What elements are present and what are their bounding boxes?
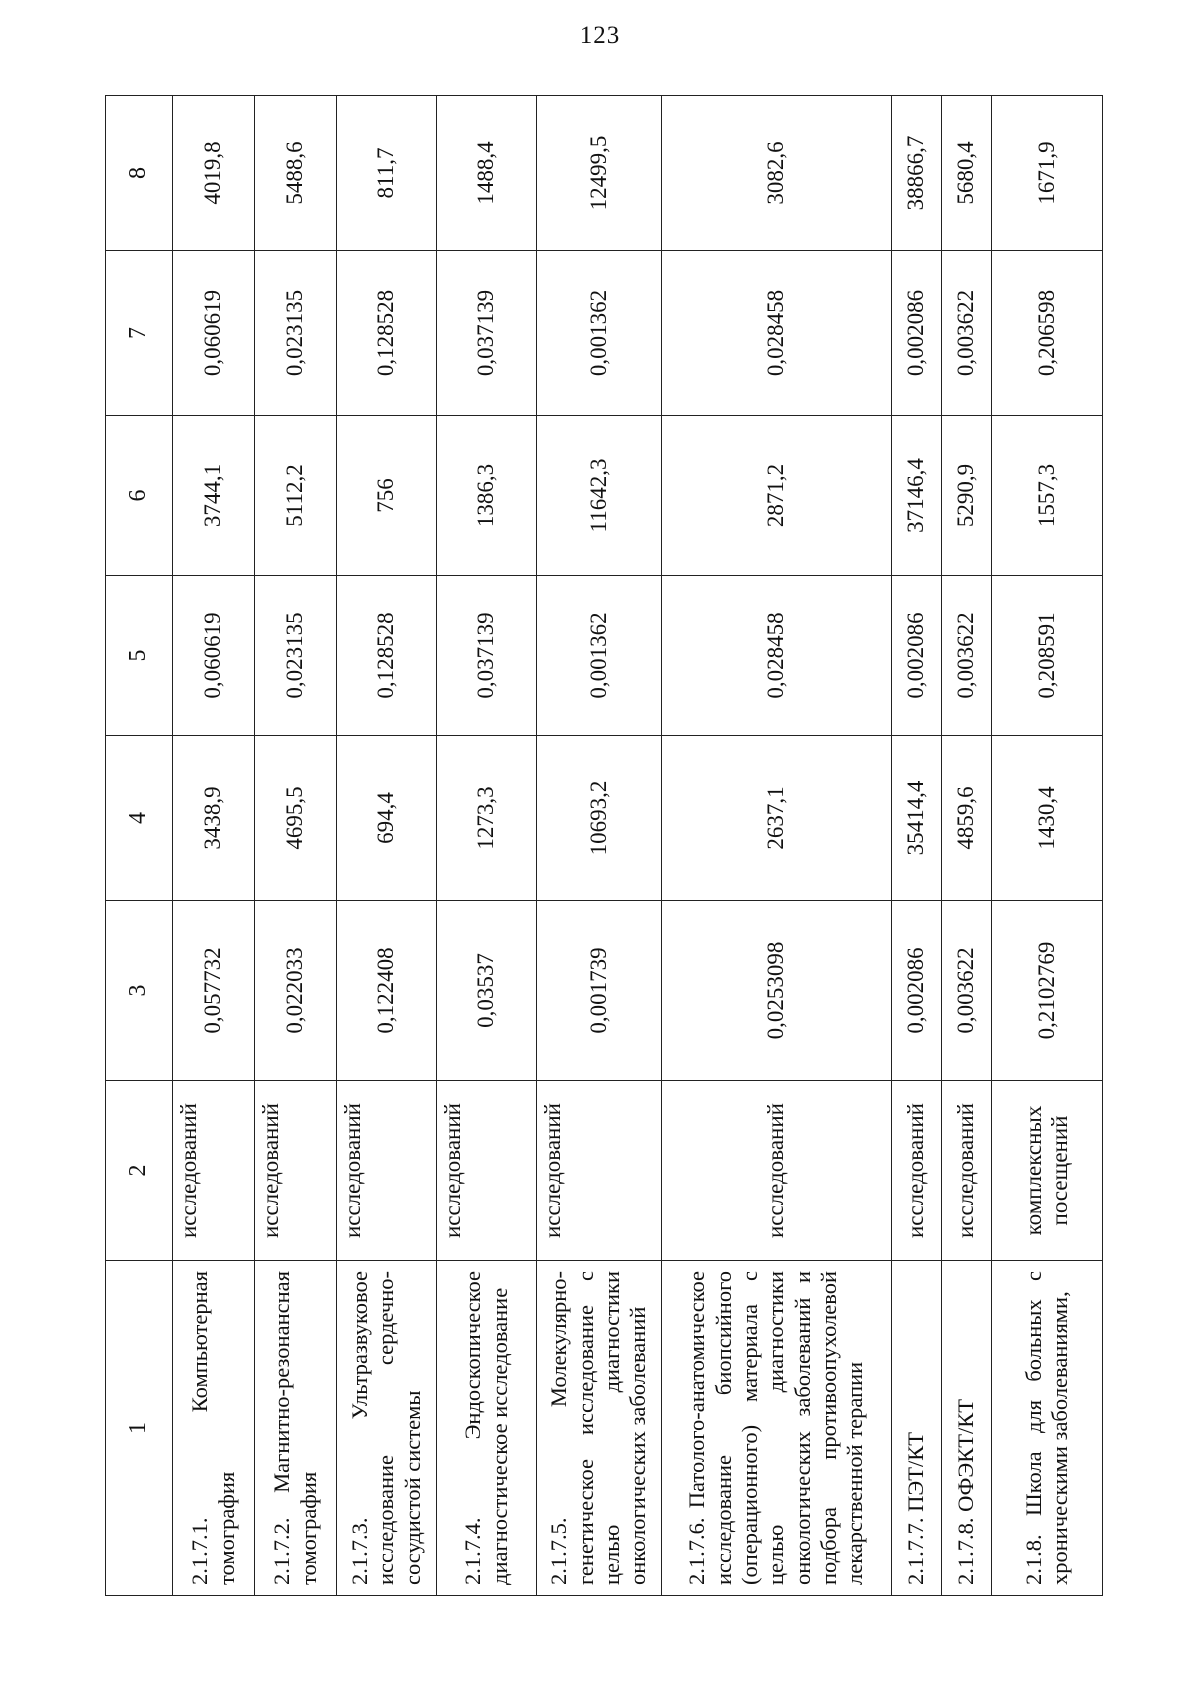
- rotated-table-container: [105, 96, 1095, 1596]
- column-header: 7: [106, 251, 173, 416]
- value-cell: 2637,1: [662, 736, 892, 901]
- row-name: 2.1.7.7. ПЭТ/КТ: [892, 1261, 942, 1596]
- table-row: [942, 96, 992, 1596]
- value-cell: 2871,2: [662, 416, 892, 576]
- value-cell: 0,206598: [992, 251, 1103, 416]
- unit-cell: исследований: [255, 1081, 337, 1261]
- table-header-row: [106, 96, 173, 1596]
- value-cell: 5112,2: [255, 416, 337, 576]
- value-cell: 4695,5: [255, 736, 337, 901]
- value-cell: 0,037139: [437, 251, 537, 416]
- table-row: [892, 96, 942, 1596]
- value-cell: 0,022033: [255, 901, 337, 1081]
- value-cell: 5488,6: [255, 96, 337, 251]
- table-row: [173, 96, 255, 1596]
- value-cell: 0,003622: [942, 901, 992, 1081]
- value-cell: 5290,9: [942, 416, 992, 576]
- value-cell: 1273,3: [437, 736, 537, 901]
- value-cell: 12499,5: [537, 96, 662, 251]
- table-row: [992, 96, 1103, 1596]
- value-cell: 11642,3: [537, 416, 662, 576]
- value-cell: 0,003622: [942, 576, 992, 736]
- value-cell: 3744,1: [173, 416, 255, 576]
- table-row: [537, 96, 662, 1596]
- value-cell: 1488,4: [437, 96, 537, 251]
- table-row: [255, 96, 337, 1596]
- table-row: [662, 96, 892, 1596]
- value-cell: 0,03537: [437, 901, 537, 1081]
- unit-cell: исследований: [942, 1081, 992, 1261]
- value-cell: 0,122408: [337, 901, 437, 1081]
- value-cell: 0,023135: [255, 576, 337, 736]
- unit-cell: исследований: [437, 1081, 537, 1261]
- value-cell: 3438,9: [173, 736, 255, 901]
- value-cell: 5680,4: [942, 96, 992, 251]
- value-cell: 38866,7: [892, 96, 942, 251]
- unit-cell: исследований: [662, 1081, 892, 1261]
- row-name: 2.1.7.2. Магнитно-резонансная томография: [255, 1261, 337, 1596]
- row-name: 2.1.7.3. Ультразвуковое исследование сердечно-сосудистой системы: [337, 1261, 437, 1596]
- value-cell: 0,002086: [892, 576, 942, 736]
- table-row: [437, 96, 537, 1596]
- column-header: 1: [106, 1261, 173, 1596]
- value-cell: 0,060619: [173, 576, 255, 736]
- row-name: 2.1.8. Школа для больных с хроническими заболеваниями,: [992, 1261, 1103, 1596]
- row-name: 2.1.7.1. Компьютерная томография: [173, 1261, 255, 1596]
- value-cell: 4019,8: [173, 96, 255, 251]
- value-cell: 1386,3: [437, 416, 537, 576]
- value-cell: 0,003622: [942, 251, 992, 416]
- value-cell: 3082,6: [662, 96, 892, 251]
- value-cell: 0,037139: [437, 576, 537, 736]
- row-name: 2.1.7.8. ОФЭКТ/КТ: [942, 1261, 992, 1596]
- unit-cell: исследований: [537, 1081, 662, 1261]
- value-cell: 0,2102769: [992, 901, 1103, 1081]
- column-header: 2: [106, 1081, 173, 1261]
- value-cell: 0,002086: [892, 901, 942, 1081]
- value-cell: 0,001362: [537, 576, 662, 736]
- value-cell: 0,128528: [337, 251, 437, 416]
- row-name: 2.1.7.6. Патолого-анатомическое исследование биопсийного (операционного) материала с целью диагностики онкологических заболеваний и подбора противоопухолевой лекарственной терапии: [662, 1261, 892, 1596]
- tariff-table: [105, 95, 1103, 1596]
- row-name: 2.1.7.4. Эндоскопическое диагностическое исследование: [437, 1261, 537, 1596]
- value-cell: 0,023135: [255, 251, 337, 416]
- value-cell: 0,057732: [173, 901, 255, 1081]
- value-cell: 0,028458: [662, 576, 892, 736]
- value-cell: 0,028458: [662, 251, 892, 416]
- value-cell: 1430,4: [992, 736, 1103, 901]
- value-cell: 0,001739: [537, 901, 662, 1081]
- value-cell: 0,128528: [337, 576, 437, 736]
- column-header: 3: [106, 901, 173, 1081]
- value-cell: 0,208591: [992, 576, 1103, 736]
- value-cell: 694,4: [337, 736, 437, 901]
- value-cell: 0,060619: [173, 251, 255, 416]
- unit-cell: исследований: [173, 1081, 255, 1261]
- value-cell: 1671,9: [992, 96, 1103, 251]
- value-cell: 0,002086: [892, 251, 942, 416]
- row-name: 2.1.7.5. Молекулярно-генетическое исследование с целью диагностики онкологических заболеваний: [537, 1261, 662, 1596]
- column-header: 4: [106, 736, 173, 901]
- value-cell: 35414,4: [892, 736, 942, 901]
- page-number: 123: [579, 22, 621, 49]
- value-cell: 1557,3: [992, 416, 1103, 576]
- column-header: 8: [106, 96, 173, 251]
- value-cell: 37146,4: [892, 416, 942, 576]
- value-cell: 811,7: [337, 96, 437, 251]
- value-cell: 756: [337, 416, 437, 576]
- unit-cell: комплексных посещений: [992, 1081, 1103, 1261]
- column-header: 6: [106, 416, 173, 576]
- unit-cell: исследований: [892, 1081, 942, 1261]
- value-cell: 0,001362: [537, 251, 662, 416]
- value-cell: 0,0253098: [662, 901, 892, 1081]
- table-row: [337, 96, 437, 1596]
- unit-cell: исследований: [337, 1081, 437, 1261]
- column-header: 5: [106, 576, 173, 736]
- value-cell: 10693,2: [537, 736, 662, 901]
- value-cell: 4859,6: [942, 736, 992, 901]
